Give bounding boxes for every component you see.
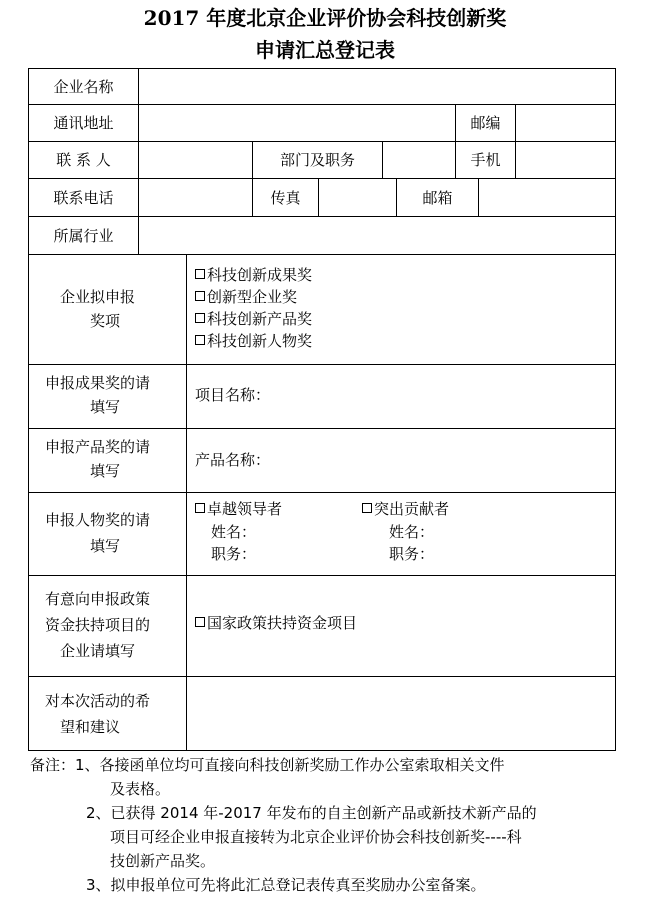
fax-field[interactable]: [319, 179, 396, 216]
postcode-field[interactable]: [516, 105, 615, 141]
product-label-line2: 填写: [90, 462, 121, 480]
industry-field[interactable]: [139, 217, 615, 254]
product-name-label: 产品名称：: [195, 451, 271, 469]
company-name-label: 企业名称: [53, 77, 114, 96]
checkbox-icon[interactable]: [195, 269, 205, 279]
person-label-line2: 填写: [90, 537, 121, 555]
award-option-3[interactable]: [195, 308, 312, 330]
award-option-2-label: 创新型企业奖: [207, 288, 298, 306]
checkbox-icon[interactable]: [195, 335, 205, 345]
award-apply-label-line1: 企业拟申报: [60, 288, 136, 306]
note-3-line1: 3、拟申报单位可先将此汇总登记表传真至奖励办公室备案。: [86, 876, 486, 894]
suggestion-field[interactable]: [187, 677, 615, 750]
form-subtitle: 申请汇总登记表: [255, 38, 395, 62]
industry-label: 所属行业: [53, 226, 114, 245]
person-label-line1: 申报人物奖的请: [45, 511, 151, 529]
fax-label: 传真: [270, 188, 301, 207]
email-label: 邮箱: [422, 188, 453, 207]
award-option-2[interactable]: [195, 286, 297, 308]
checkbox-icon[interactable]: [195, 313, 205, 323]
form-title: 2017 年度北京企业评价协会科技创新奖: [143, 6, 507, 30]
policy-label-line1: 有意向申报政策: [45, 590, 151, 608]
person-option-1-label: 卓越领导者: [207, 500, 283, 518]
person-option-2[interactable]: [362, 498, 449, 520]
suggest-label-line1: 对本次活动的希: [45, 692, 151, 710]
award-option-1[interactable]: [195, 264, 312, 286]
award-option-3-label: 科技创新产品奖: [207, 310, 313, 328]
checkbox-icon[interactable]: [362, 503, 372, 513]
note-2-line1: 2、已获得 2014 年-2017 年发布的自主创新产品或新技术新产品的: [86, 804, 537, 822]
note-2-line3: 技创新产品奖。: [110, 852, 216, 870]
note-1-line2: 及表格。: [110, 780, 171, 798]
checkbox-icon[interactable]: [195, 617, 205, 627]
award-option-4-label: 科技创新人物奖: [207, 332, 313, 350]
person1-name-label: 姓名：: [211, 523, 257, 541]
project-name-label: 项目名称：: [195, 386, 271, 404]
award-apply-label-line2: 奖项: [90, 312, 121, 330]
contact-field[interactable]: [139, 142, 252, 178]
phone-label: 联系电话: [53, 188, 114, 207]
mobile-label: 手机: [470, 151, 501, 169]
award-option-1-label: 科技创新成果奖: [207, 266, 313, 284]
dept-position-field[interactable]: [383, 142, 455, 178]
note-2-line2: 项目可经企业申报直接转为北京企业评价协会科技创新奖----科: [110, 828, 522, 846]
checkbox-icon[interactable]: [195, 503, 205, 513]
policy-label-line2: 资金扶持项目的: [45, 616, 151, 634]
award-option-4[interactable]: [195, 330, 312, 352]
person-option-1[interactable]: [195, 498, 282, 520]
person2-position-label: 职务：: [389, 545, 435, 563]
suggest-label-line2: 望和建议: [60, 718, 121, 736]
person2-name-label: 姓名：: [389, 523, 435, 541]
email-field[interactable]: [479, 179, 615, 216]
address-label: 通讯地址: [53, 114, 114, 132]
achievement-label-line1: 申报成果奖的请: [45, 374, 151, 392]
address-field[interactable]: [139, 105, 455, 141]
achievement-label-line2: 填写: [90, 398, 121, 416]
company-name-field[interactable]: [139, 69, 615, 104]
checkbox-icon[interactable]: [195, 291, 205, 301]
policy-option[interactable]: [195, 612, 357, 634]
product-name-field[interactable]: [280, 440, 610, 480]
mobile-field[interactable]: [516, 142, 615, 178]
policy-label-line3: 企业请填写: [60, 642, 136, 660]
product-label-line1: 申报产品奖的请: [45, 438, 151, 456]
person1-position-label: 职务：: [211, 545, 257, 563]
project-name-field[interactable]: [280, 376, 610, 416]
dept-position-label: 部门及职务: [279, 151, 355, 169]
postcode-label: 邮编: [470, 114, 501, 132]
contact-label: 联 系 人: [56, 151, 111, 169]
person-option-2-label: 突出贡献者: [374, 500, 450, 518]
note-1-line1: 备注：1、各接函单位均可直接向科技创新奖励工作办公室索取相关文件: [30, 756, 505, 774]
policy-option-label: 国家政策扶持资金项目: [207, 614, 358, 632]
phone-field[interactable]: [139, 179, 252, 216]
